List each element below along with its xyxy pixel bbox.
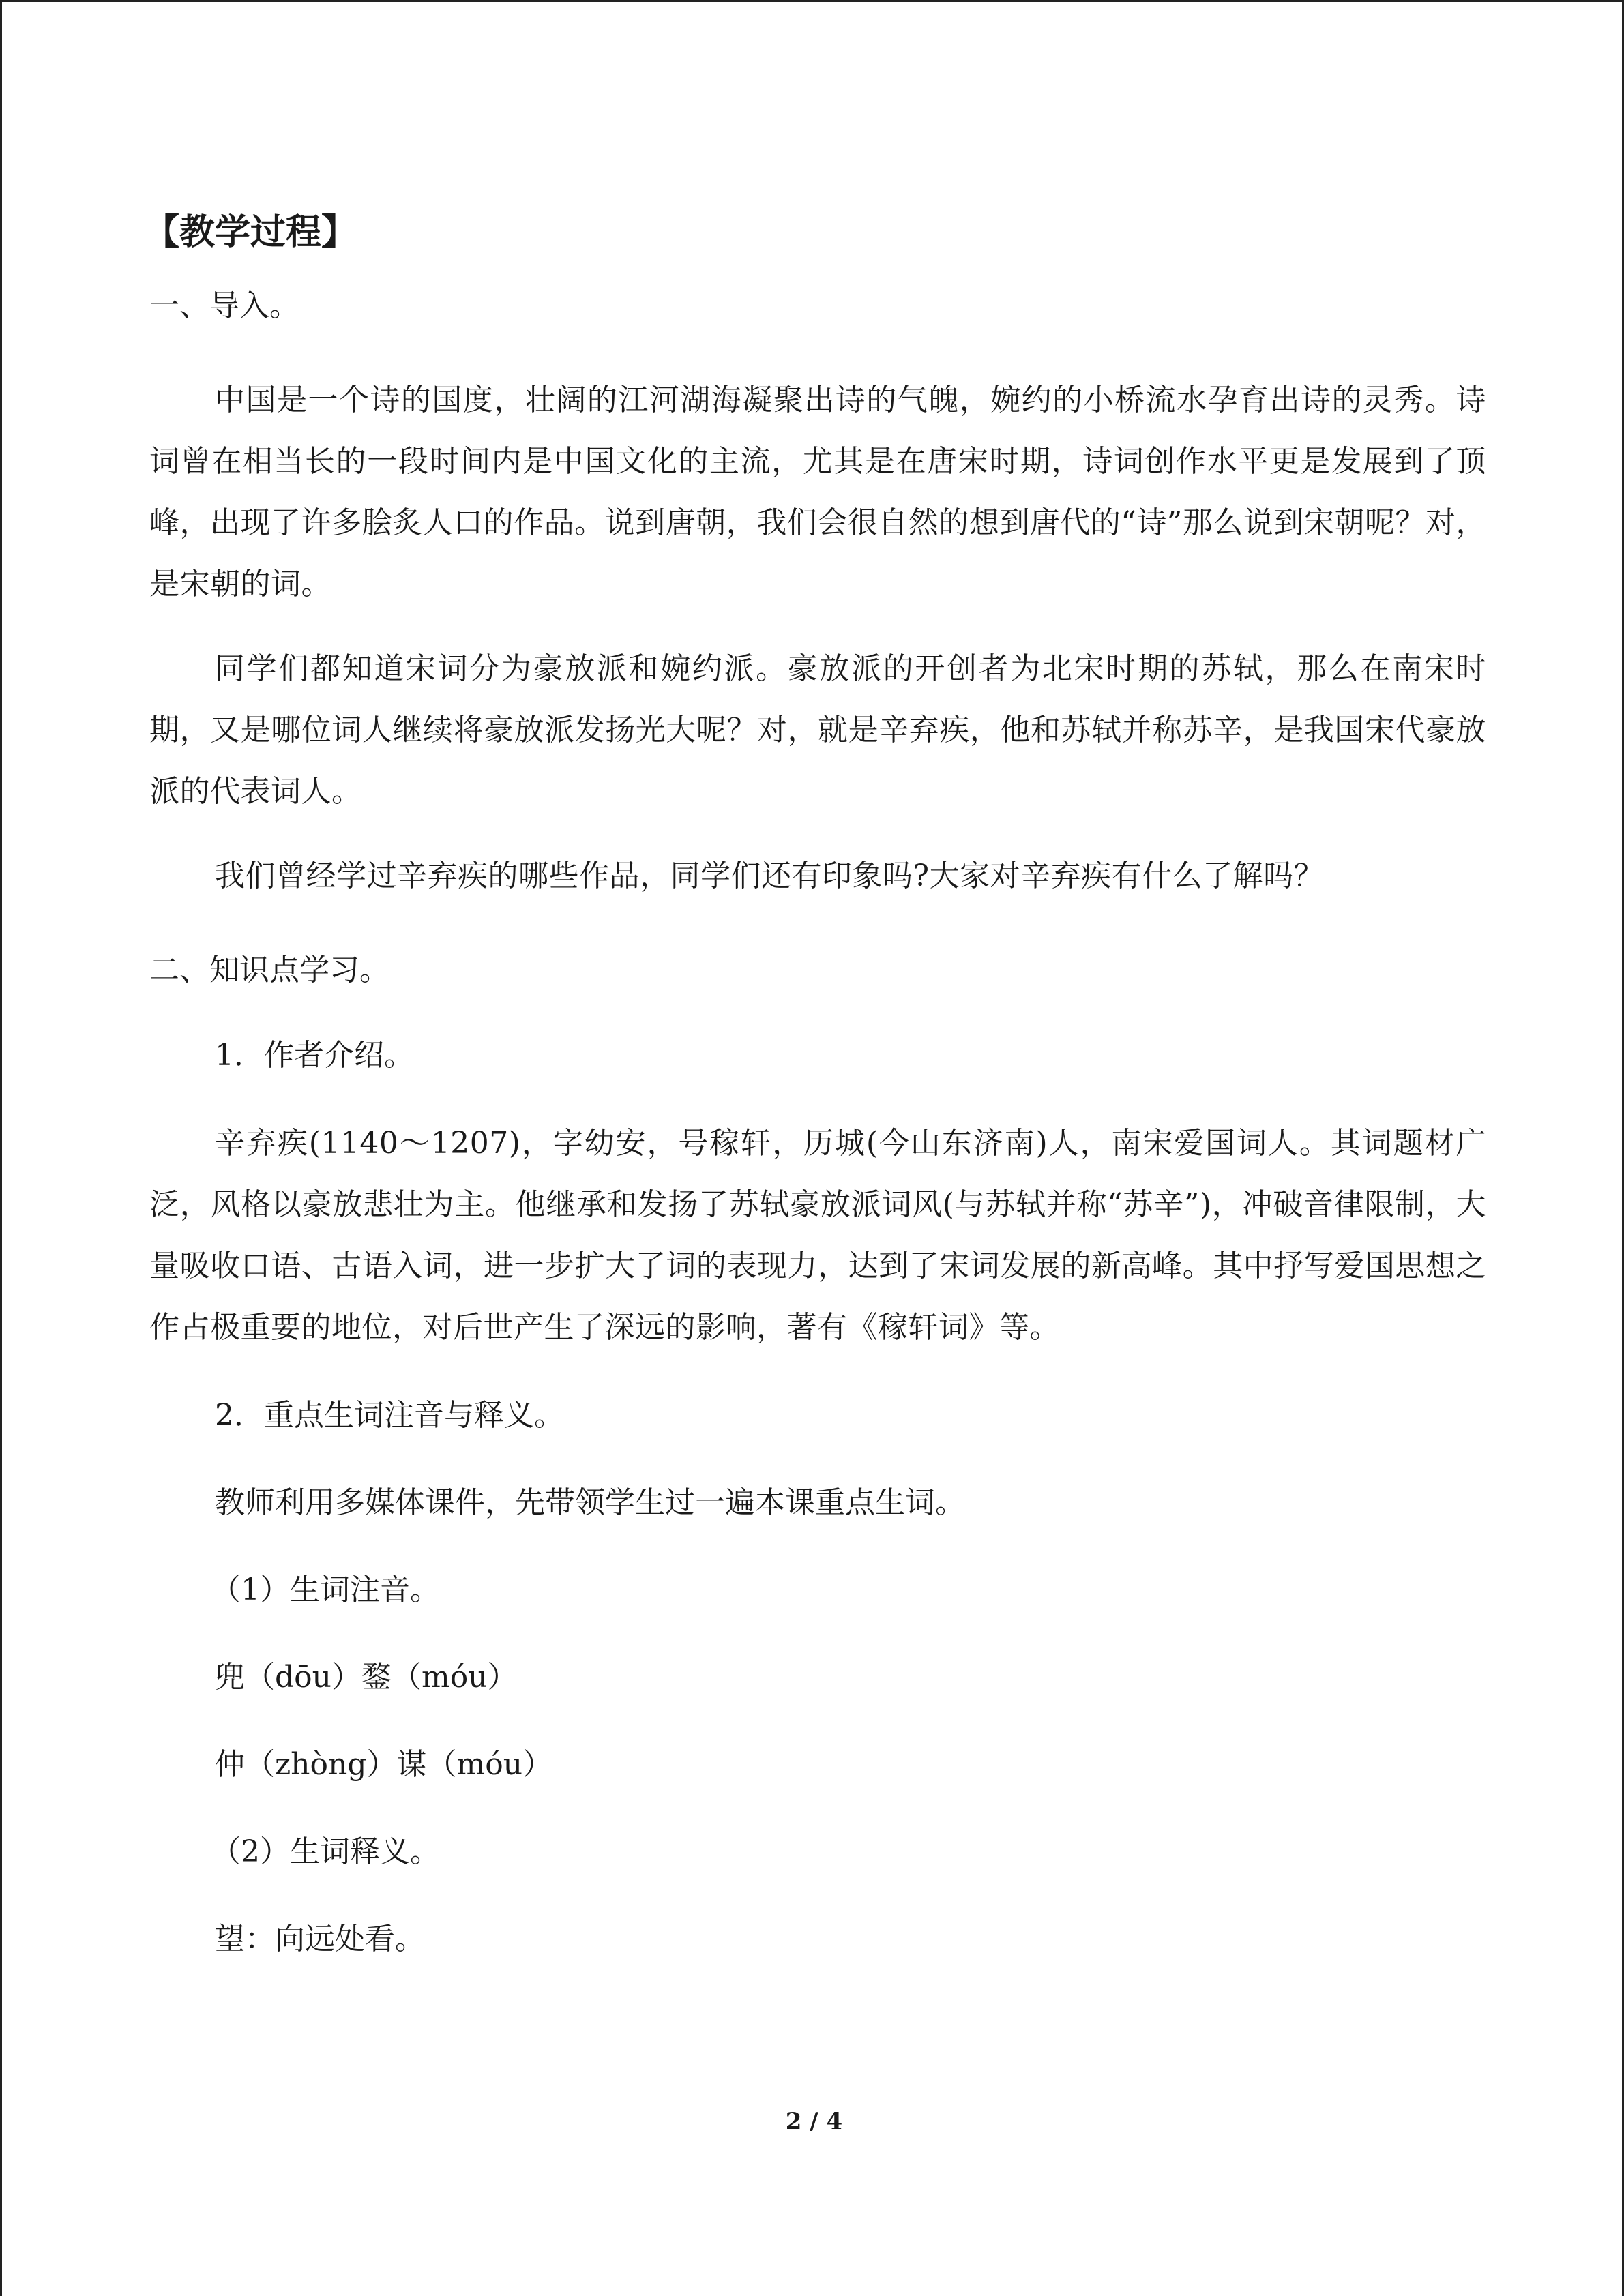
pinyin-entry-1: 兜（dōu）鍪（móu）	[215, 1660, 518, 1695]
author-intro-title: 1．作者介绍。	[215, 1038, 414, 1073]
vocab-title: 2．重点生词注音与释义。	[215, 1398, 564, 1433]
section-title-intro: 一、导入。	[149, 288, 299, 323]
page-title: 【教学过程】	[144, 212, 357, 253]
section-title-knowledge: 二、知识点学习。	[149, 953, 389, 987]
intro-paragraph-2: 同学们都知道宋词分为豪放派和婉约派。豪放派的开创者为北宋时期的苏轼，那么在南宋时期，又是哪位词人继续将豪放派发扬光大呢？对，就是辛弃疾，他和苏轼并称苏辛，是我国宋代豪放派的代表词人。	[149, 651, 1486, 809]
meaning-title: （2）生词释义。	[211, 1834, 440, 1869]
author-intro-paragraph: 辛弃疾(1140～1207)，字幼安，号稼轩，历城(今山东济南)人，南宋爱国词人。其词题材广泛，风格以豪放悲壮为主。他继承和发扬了苏轼豪放派词风(与苏轼并称“苏辛”)，冲破音律限制，大量吸收口语、古语入词，进一步扩大了词的表现力，达到了宋词发展的新高峰。其中抒写爱国思想之作占极重要的地位，对后世产生了深远的影响，著有《稼轩词》等。	[149, 1126, 1486, 1345]
meaning-entry-1: 望：向远处看。	[215, 1922, 425, 1956]
page-content	[144, 200, 1486, 2005]
intro-paragraph-3: 我们曾经学过辛弃疾的哪些作品，同学们还有印象吗?大家对辛弃疾有什么了解吗？	[215, 859, 1325, 893]
vocab-intro: 教师利用多媒体课件，先带领学生过一遍本课重点生词。	[215, 1485, 965, 1520]
page-number: 2 / 4	[785, 2108, 843, 2135]
intro-paragraph-1: 中国是一个诗的国度，壮阔的江河湖海凝聚出诗的气魄，婉约的小桥流水孕育出诗的灵秀。诗词曾在相当长的一段时间内是中国文化的主流，尤其是在唐宋时期，诗词创作水平更是发展到了顶峰，出现了许多脍炙人口的作品。说到唐朝，我们会很自然的想到唐代的“诗”那么说到宋朝呢？对，是宋朝的词。	[149, 383, 1486, 601]
pinyin-title: （1）生词注音。	[211, 1572, 440, 1607]
pinyin-entry-2: 仲（zhòng）谋（móu）	[215, 1747, 553, 1782]
